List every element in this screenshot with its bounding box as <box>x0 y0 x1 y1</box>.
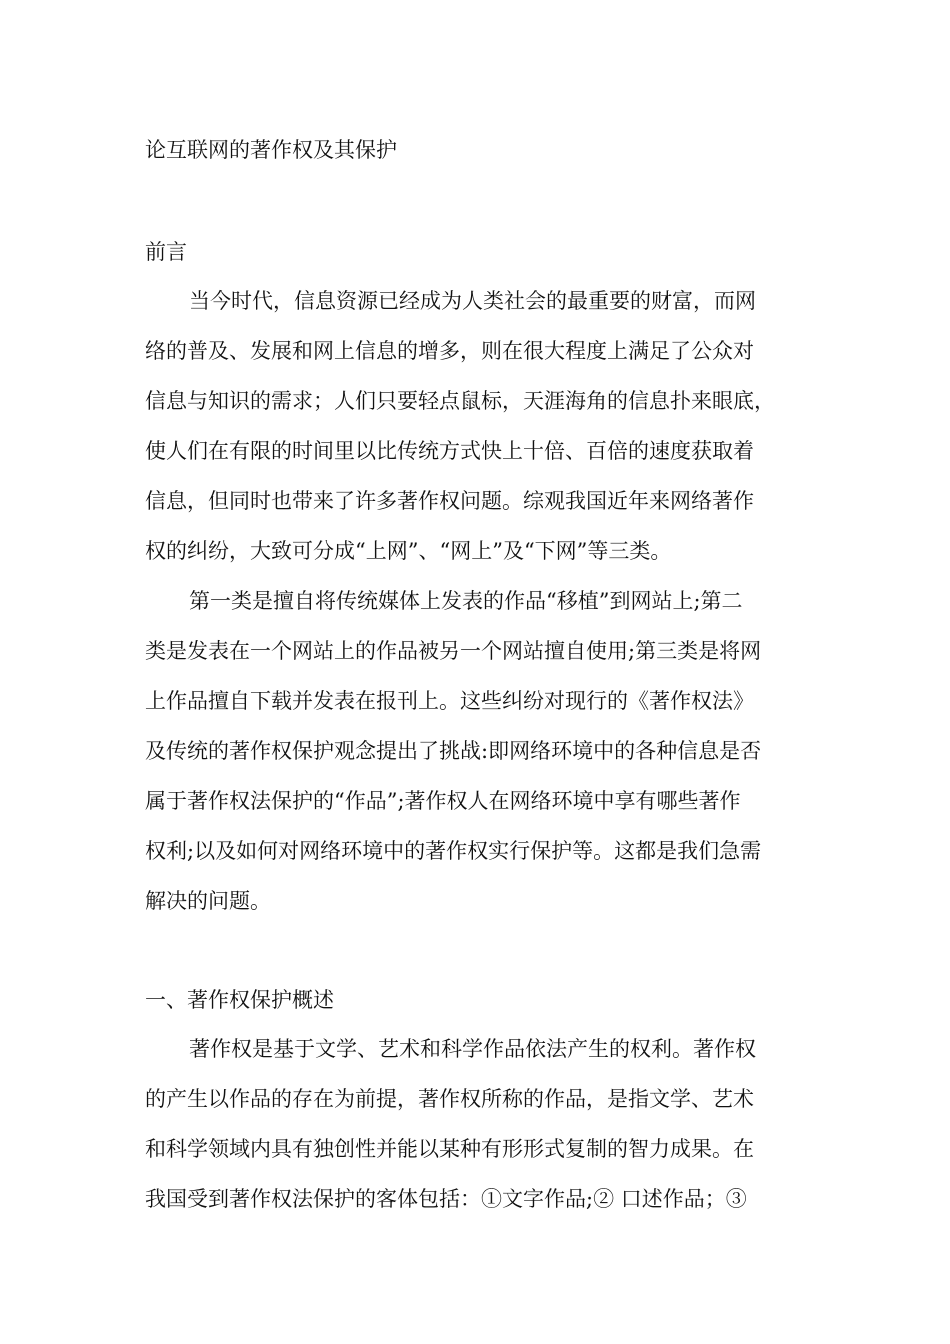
paragraph-line: 权利;以及如何对网络环境中的著作权实行保护等。这都是我们急需 <box>145 839 762 863</box>
paragraph <box>145 1024 810 1224</box>
paragraph-line: 和科学领域内具有独创性并能以某种有形形式复制的智力成果。在 <box>145 1137 754 1161</box>
section-heading-overview: 一、著作权保护概述 <box>145 988 334 1012</box>
paragraph-line: 属于著作权法保护的“作品”;著作权人在网络环境中享有哪些著作 <box>145 789 741 813</box>
paragraph-line: 第一类是擅自将传统媒体上发表的作品“移植”到网站上;第二 <box>189 589 743 613</box>
paragraph-line: 当今时代，信息资源已经成为人类社会的最重要的财富，而网 <box>189 289 756 313</box>
paragraph-line: 信息，但同时也带来了许多著作权问题。综观我国近年来网络著作 <box>145 489 754 513</box>
section-heading-preface: 前言 <box>145 240 187 264</box>
document-title: 论互联网的著作权及其保护 <box>145 138 397 162</box>
paragraph-line: 著作权是基于文学、艺术和科学作品依法产生的权利。著作权 <box>189 1037 756 1061</box>
paragraph-line: 的产生以作品的存在为前提，著作权所称的作品，是指文学、艺术 <box>145 1087 754 1111</box>
paragraph-line: 上作品擅自下载并发表在报刊上。这些纠纷对现行的《著作权法》 <box>145 689 754 713</box>
paragraph-line: 络的普及、发展和网上信息的增多，则在很大程度上满足了公众对 <box>145 339 754 363</box>
paragraph-line: 使人们在有限的时间里以比传统方式快上十倍、百倍的速度获取着 <box>145 439 754 463</box>
paragraph-line: 信息与知识的需求；人们只要轻点鼠标，天涯海角的信息扑来眼底， <box>145 389 775 413</box>
paragraph-line: 权的纠纷，大致可分成“上网”、“网上”及“下网”等三类。 <box>145 539 672 563</box>
paragraph <box>145 576 810 926</box>
paragraph <box>145 276 810 576</box>
paragraph-line: 类是发表在一个网站上的作品被另一个网站擅自使用;第三类是将网 <box>145 639 762 663</box>
paragraph-line: 解决的问题。 <box>145 889 271 913</box>
paragraph-line: 及传统的著作权保护观念提出了挑战:即网络环境中的各种信息是否 <box>145 739 762 763</box>
paragraph-line: 我国受到著作权法保护的客体包括：①文字作品;② 口述作品；③ <box>145 1187 747 1211</box>
